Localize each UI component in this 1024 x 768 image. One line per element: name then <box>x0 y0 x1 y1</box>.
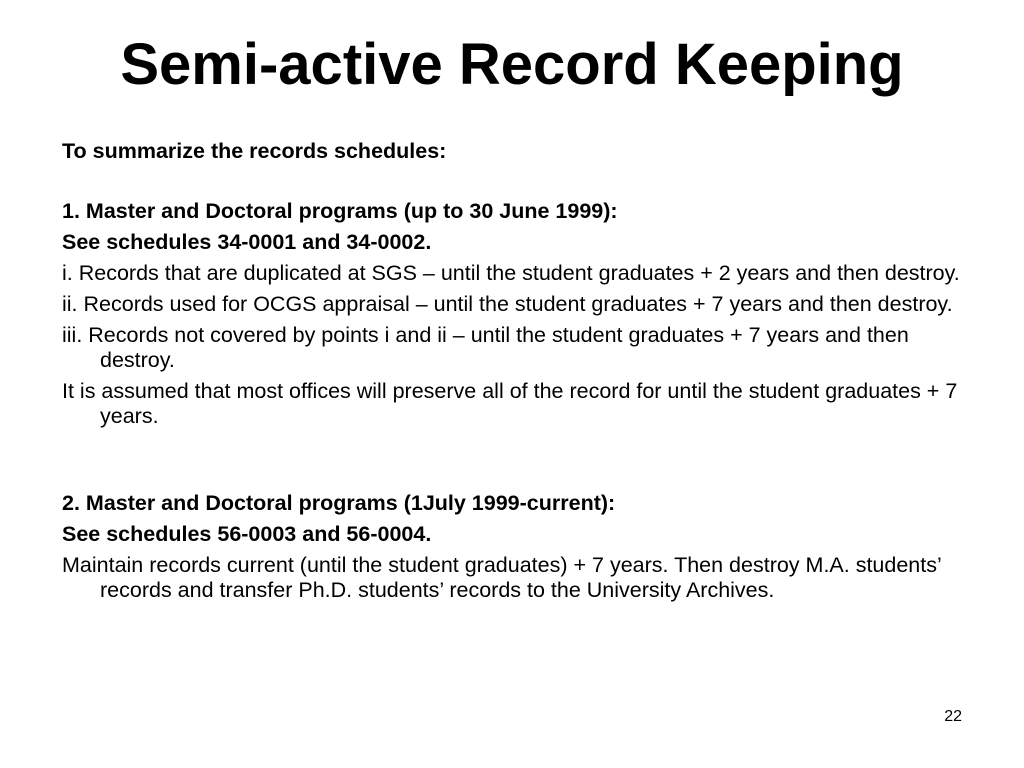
slide-title: Semi-active Record Keeping <box>120 32 904 97</box>
section-1-item-iii: iii. Records not covered by points i and ii – until the student graduates + 7 years and then destroy. <box>62 323 909 372</box>
section-1-item-ii: ii. Records used for OCGS appraisal – until the student graduates + 7 years and then destroy. <box>62 292 953 316</box>
section-1-heading: 1. Master and Doctoral programs (up to 30 June 1999): <box>62 199 618 223</box>
intro-text: To summarize the records schedules: <box>62 139 447 163</box>
section-2-item: Maintain records current (until the student graduates) + 7 years. Then destroy M.A. students’ records and transfer Ph.D. students’ records to the University Archives. <box>62 553 941 602</box>
section-1-schedules: See schedules 34-0001 and 34-0002. <box>62 230 432 254</box>
slide-body <box>62 139 982 603</box>
section-2-heading: 2. Master and Doctoral programs (1July 1999-current): <box>62 491 616 515</box>
page-number: 22 <box>944 708 962 725</box>
section-2-schedules: See schedules 56-0003 and 56-0004. <box>62 522 432 546</box>
section-1-item-i: i. Records that are duplicated at SGS – until the student graduates + 2 years and then destroy. <box>62 261 960 285</box>
section-1-note: It is assumed that most offices will preserve all of the record for until the student graduates + 7 years. <box>62 379 958 428</box>
